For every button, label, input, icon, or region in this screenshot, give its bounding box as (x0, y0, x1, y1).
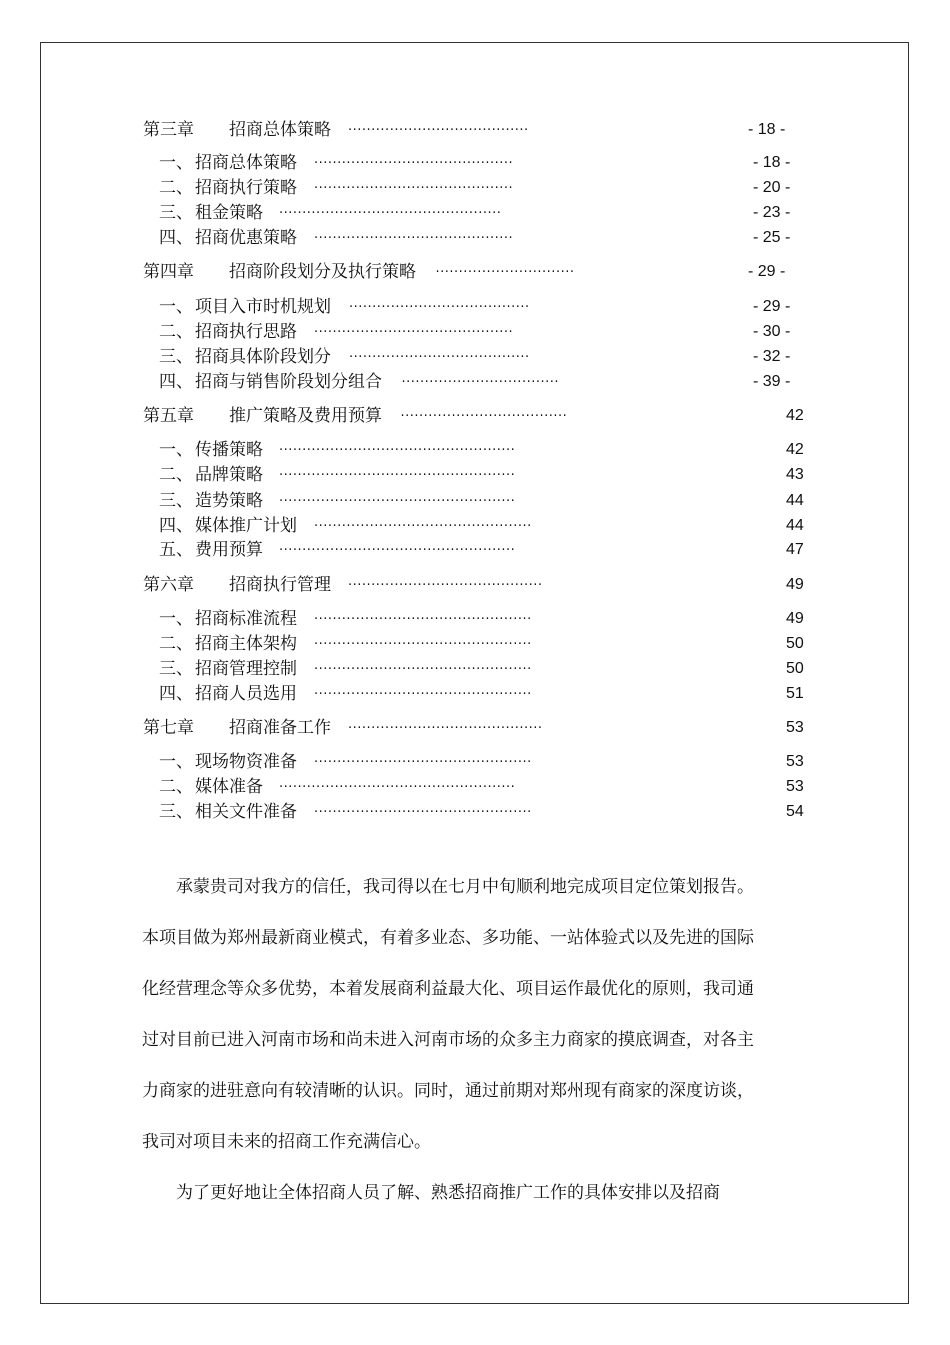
toc-leader-dots: .......................................... (348, 717, 543, 732)
toc-page-number: 49 (786, 576, 804, 593)
toc-title: 招商具体阶段划分 (195, 347, 331, 367)
toc-title: 招商阶段划分及执行策略 (229, 262, 416, 282)
toc-number: 第六章 (143, 575, 194, 595)
toc-page-number: - 18 - (753, 154, 791, 171)
toc-page-number: 49 (786, 610, 804, 627)
toc-number: 一、 (159, 440, 193, 460)
toc-section-row[interactable] (159, 370, 779, 394)
toc-title: 招商执行管理 (229, 575, 331, 595)
toc-leader-dots: ............................................... (314, 515, 532, 530)
toc-section-row[interactable] (159, 438, 779, 462)
toc-section-row[interactable] (159, 151, 779, 175)
body-text (142, 862, 757, 1219)
toc-page-number: 53 (786, 753, 804, 770)
toc-page-number: - 29 - (748, 263, 786, 280)
toc-section-row[interactable] (159, 489, 779, 513)
toc-page-number: - 39 - (753, 373, 791, 390)
toc-section-row[interactable] (159, 657, 779, 681)
toc-section-row[interactable] (159, 775, 779, 799)
toc-page-number: - 29 - (753, 298, 791, 315)
toc-leader-dots: ....................................... (349, 296, 530, 311)
toc-section-row[interactable] (159, 226, 779, 250)
toc-leader-dots: .............................. (435, 261, 575, 276)
toc-section-row[interactable] (159, 682, 779, 706)
toc-page-number: 44 (786, 517, 804, 534)
toc-title: 媒体推广计划 (195, 516, 297, 536)
toc-leader-dots: ........................................... (314, 227, 514, 242)
toc-number: 一、 (159, 153, 193, 173)
toc-title: 招商准备工作 (229, 718, 331, 738)
toc-section-row[interactable] (159, 176, 779, 200)
toc-title: 招商管理控制 (195, 659, 297, 679)
toc-number: 一、 (159, 609, 193, 629)
toc-page-number: - 23 - (753, 204, 791, 221)
toc-number: 三、 (159, 802, 193, 822)
toc-number: 第三章 (143, 120, 194, 140)
toc-title: 品牌策略 (195, 465, 263, 485)
toc-leader-dots: ................................................ (279, 202, 502, 217)
toc-leader-dots: ............................................... (314, 751, 532, 766)
toc-page-number: 50 (786, 635, 804, 652)
toc-page-number: - 30 - (753, 323, 791, 340)
toc-leader-dots: ....................................... (348, 119, 529, 134)
toc-page-number: 43 (786, 466, 804, 483)
toc-section-row[interactable] (159, 295, 779, 319)
toc-number: 二、 (159, 777, 193, 797)
toc-leader-dots: ............................................... (314, 683, 532, 698)
toc-number: 一、 (159, 297, 193, 317)
toc-title: 招商标准流程 (195, 609, 297, 629)
toc-number: 第七章 (143, 718, 194, 738)
toc-page-number: - 32 - (753, 348, 791, 365)
toc-number: 五、 (159, 540, 193, 560)
toc-title: 造势策略 (195, 491, 263, 511)
toc-page-number: 50 (786, 660, 804, 677)
toc-number: 一、 (159, 752, 193, 772)
toc-title: 招商总体策略 (195, 153, 297, 173)
toc-leader-dots: ........................................... (314, 321, 514, 336)
toc-leader-dots: ........................................... (314, 177, 514, 192)
toc-leader-dots: .......................................... (348, 574, 543, 589)
toc-number: 二、 (159, 178, 193, 198)
toc-page-number: 47 (786, 541, 804, 558)
toc-section-row[interactable] (159, 320, 779, 344)
toc-page-number: 42 (786, 441, 804, 458)
toc-leader-dots: ................................................... (279, 776, 516, 791)
toc-title: 招商优惠策略 (195, 228, 297, 248)
toc-title: 相关文件准备 (195, 802, 297, 822)
toc-title: 招商主体架构 (195, 634, 297, 654)
paragraph-purpose: 为了更好地让全体招商人员了解、熟悉招商推广工作的具体安排以及招商 (176, 1183, 720, 1203)
toc-leader-dots: ....................................... (349, 346, 530, 361)
toc-number: 二、 (159, 634, 193, 654)
toc-chapter-row[interactable] (143, 118, 763, 142)
toc-number: 第四章 (143, 262, 194, 282)
toc-number: 第五章 (143, 406, 194, 426)
toc-chapter-row[interactable] (143, 716, 763, 740)
toc-title: 租金策略 (195, 203, 263, 223)
toc-chapter-row[interactable] (143, 573, 763, 597)
toc-leader-dots: ........................................... (314, 152, 514, 167)
toc-page-number: 44 (786, 492, 804, 509)
toc-title: 招商与销售阶段划分组合 (195, 372, 382, 392)
toc-section-row[interactable] (159, 463, 779, 487)
toc-section-row[interactable] (159, 201, 779, 225)
toc-leader-dots: .................................... (400, 405, 568, 420)
toc-section-row[interactable] (159, 538, 779, 562)
toc-title: 招商人员选用 (195, 684, 297, 704)
toc-page-number: 42 (786, 407, 804, 424)
toc-number: 三、 (159, 203, 193, 223)
toc-title: 推广策略及费用预算 (229, 406, 382, 426)
toc-section-row[interactable] (159, 800, 779, 824)
toc-leader-dots: ............................................... (314, 658, 532, 673)
toc-number: 三、 (159, 491, 193, 511)
toc-number: 四、 (159, 684, 193, 704)
toc-page-number: 53 (786, 719, 804, 736)
toc-leader-dots: ................................................... (279, 439, 516, 454)
toc-leader-dots: ................................................... (279, 539, 516, 554)
toc-title: 招商总体策略 (229, 120, 331, 140)
toc-title: 项目入市时机规划 (195, 297, 331, 317)
toc-page-number: 54 (786, 803, 804, 820)
toc-number: 四、 (159, 228, 193, 248)
toc-leader-dots: .................................. (401, 371, 559, 386)
toc-title: 招商执行策略 (195, 178, 297, 198)
toc-section-row[interactable] (159, 607, 779, 631)
toc-number: 三、 (159, 347, 193, 367)
toc-title: 招商执行思路 (195, 322, 297, 342)
toc-leader-dots: ................................................... (279, 490, 516, 505)
toc-number: 四、 (159, 516, 193, 536)
toc-leader-dots: ............................................... (314, 633, 532, 648)
toc-page-number: 51 (786, 685, 804, 702)
paragraph-intro: 承蒙贵司对我方的信任，我司得以在七月中旬顺利地完成项目定位策划报告。本项目做为郑州最新商业模式，有着多业态、多功能、一站体验式以及先进的国际化经营理念等众多优势，本着发展商利益最大化、项目运作最优化的原则，我司通过对目前已进入河南市场和尚未进入河南市场的众多主力商家的摸底调查，对各主力商家的进驻意向有较清晰的认识。同时，通过前期对郑州现有商家的深度访谈，我司对项目未来的招商工作充满信心。 (142, 877, 754, 1152)
toc-title: 传播策略 (195, 440, 263, 460)
toc-number: 二、 (159, 322, 193, 342)
toc-leader-dots: ............................................... (314, 608, 532, 623)
toc-page-number: 53 (786, 778, 804, 795)
toc-page-number: - 18 - (748, 121, 786, 138)
toc-number: 四、 (159, 372, 193, 392)
toc-page-number: - 25 - (753, 229, 791, 246)
toc-number: 三、 (159, 659, 193, 679)
toc-chapter-row[interactable] (143, 260, 763, 284)
toc-section-row[interactable] (159, 750, 779, 774)
toc-section-row[interactable] (159, 345, 779, 369)
toc-title: 现场物资准备 (195, 752, 297, 772)
toc-title: 媒体准备 (195, 777, 263, 797)
toc-page-number: - 20 - (753, 179, 791, 196)
toc-number: 二、 (159, 465, 193, 485)
toc-leader-dots: ............................................... (314, 801, 532, 816)
toc-title: 费用预算 (195, 540, 263, 560)
toc-section-row[interactable] (159, 632, 779, 656)
toc-leader-dots: ................................................... (279, 464, 516, 479)
toc-chapter-row[interactable] (143, 404, 763, 428)
